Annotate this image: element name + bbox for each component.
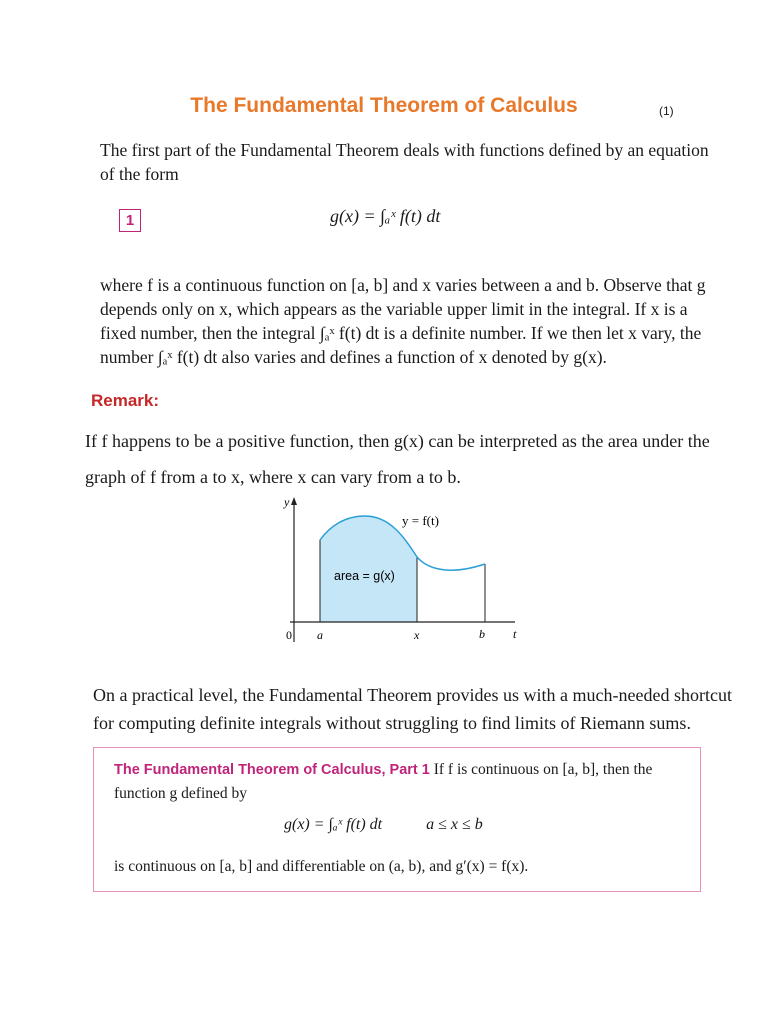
area-graph — [260, 492, 530, 652]
equation-number-box: 1 — [119, 209, 141, 232]
area-label: area = g(x) — [334, 569, 395, 583]
practical-paragraph: On a practical level, the Fundamental Theorem provides us with a much-needed shortcut for computing definite integrals without struggling to find limits of Riemann sums. — [93, 685, 732, 733]
tick-b-label: b — [479, 627, 485, 641]
remark-label: Remark: — [91, 391, 160, 410]
y-axis-arrow — [291, 497, 297, 505]
origin-label: 0 — [286, 628, 292, 642]
tick-x-label: x — [414, 628, 420, 642]
theorem-conclusion: is continuous on [a, b] and differentiable on (a, b), and g′(x) = f(x). — [114, 858, 529, 875]
theorem-title: The Fundamental Theorem of Calculus, Part 1 — [114, 762, 430, 778]
where-paragraph: where f is a continuous function on [a, b] and x varies between a and b. Observe that g depends only on x, which appears as the variable upper limit in the integral. If x is a fixed number, then the integral ∫ₐˣ f(t) dt is a definite number. If we then let x vary, the number ∫ₐˣ f(t) dt also varies and defines a function of x denoted by g(x). — [100, 275, 706, 367]
theorem-condition: a ≤ x ≤ b — [426, 816, 483, 833]
theorem-box — [93, 747, 701, 892]
theorem-equation-row — [284, 816, 483, 834]
t-axis-label: t — [513, 627, 517, 641]
tick-a-label: a — [317, 628, 323, 642]
theorem-header — [114, 758, 684, 806]
y-axis-label: y — [284, 495, 290, 509]
theorem-statement: If f is continuous on [a, b], then the function g defined by — [114, 761, 653, 802]
page-title: The Fundamental Theorem of Calculus — [190, 94, 578, 117]
theorem-equation: g(x) = ∫ₐˣ f(t) dt — [284, 816, 383, 833]
intro-paragraph: The first part of the Fundamental Theorem deals with functions defined by an equation of the form — [100, 140, 709, 184]
remark-paragraph: If f happens to be a positive function, then g(x) can be interpreted as the area under the graph of f from a to x, where x can vary from a to b. — [85, 431, 710, 487]
equation-1: g(x) = ∫ₐˣ f(t) dt — [330, 206, 441, 226]
curve-label: y = f(t) — [402, 513, 439, 528]
page-number: (1) — [659, 104, 674, 118]
